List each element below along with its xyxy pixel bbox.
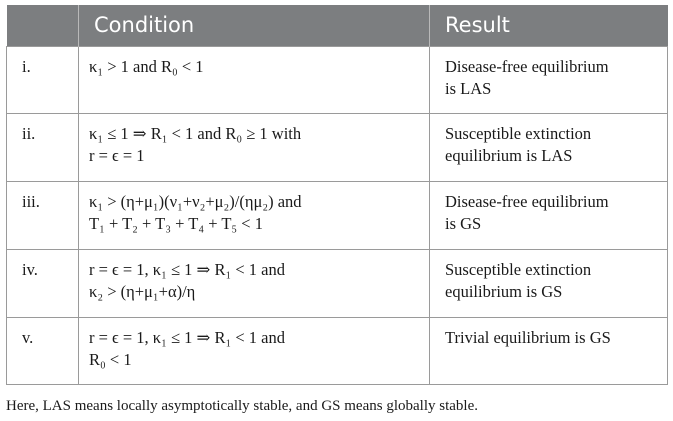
result-line-1: Disease-free equilibrium <box>445 191 609 211</box>
condition-line-1: r = ϵ = 1, κ₁ ≤ 1 ⇒ R₁ < 1 and <box>89 327 285 347</box>
result-line-1: Disease-free equilibrium <box>445 56 609 76</box>
result-line-2: is LAS <box>445 78 492 98</box>
result-line-1: Susceptible extinction <box>445 123 592 143</box>
row-condition <box>79 113 430 181</box>
result-line-1: Trivial equilibrium is GS <box>445 327 611 347</box>
condition-line-2: R₀ < 1 <box>89 349 132 369</box>
condition-line-2: r = ϵ = 1 <box>89 145 145 165</box>
result-line-2: is GS <box>445 213 482 233</box>
row-condition <box>79 317 430 384</box>
condition-line-1: κ₁ > (η+μ₁)(ν₁+ν₂+μ₂)/(ημ₂) and <box>89 191 302 211</box>
header-condition: Condition <box>79 5 430 46</box>
stability-table-container <box>6 5 667 385</box>
table-row <box>7 317 668 384</box>
row-condition <box>79 181 430 249</box>
row-result <box>430 181 668 249</box>
table-row <box>7 249 668 317</box>
row-condition <box>79 249 430 317</box>
row-index: iii. <box>7 181 79 249</box>
condition-line-1: r = ϵ = 1, κ₁ ≤ 1 ⇒ R₁ < 1 and <box>89 259 285 279</box>
stability-conditions-table <box>6 5 668 385</box>
table-row <box>7 113 668 181</box>
row-result <box>430 249 668 317</box>
row-index: ii. <box>7 113 79 181</box>
header-result: Result <box>430 5 668 46</box>
row-condition <box>79 46 430 113</box>
result-line-2: equilibrium is LAS <box>445 145 573 165</box>
result-line-1: Susceptible extinction <box>445 259 592 279</box>
table-footnote: Here, LAS means locally asymptotically stable, and GS means globally stable. <box>6 398 478 414</box>
row-index: iv. <box>7 249 79 317</box>
table-header-row <box>7 5 668 46</box>
row-result <box>430 46 668 113</box>
condition-line-1: κ₁ ≤ 1 ⇒ R₁ < 1 and R₀ ≥ 1 with <box>89 123 302 143</box>
table-row <box>7 46 668 113</box>
condition-line-2: κ₂ > (η+μ₁+α)/η <box>89 281 196 301</box>
row-index: v. <box>7 317 79 384</box>
row-index: i. <box>7 46 79 113</box>
table-row <box>7 181 668 249</box>
condition-line-2: T₁ + T₂ + T₃ + T₄ + T₅ < 1 <box>89 213 263 233</box>
condition-line-1: κ₁ > 1 and R₀ < 1 <box>89 56 204 76</box>
result-line-2: equilibrium is GS <box>445 281 563 301</box>
header-index <box>7 5 79 46</box>
row-result <box>430 113 668 181</box>
row-result <box>430 317 668 384</box>
